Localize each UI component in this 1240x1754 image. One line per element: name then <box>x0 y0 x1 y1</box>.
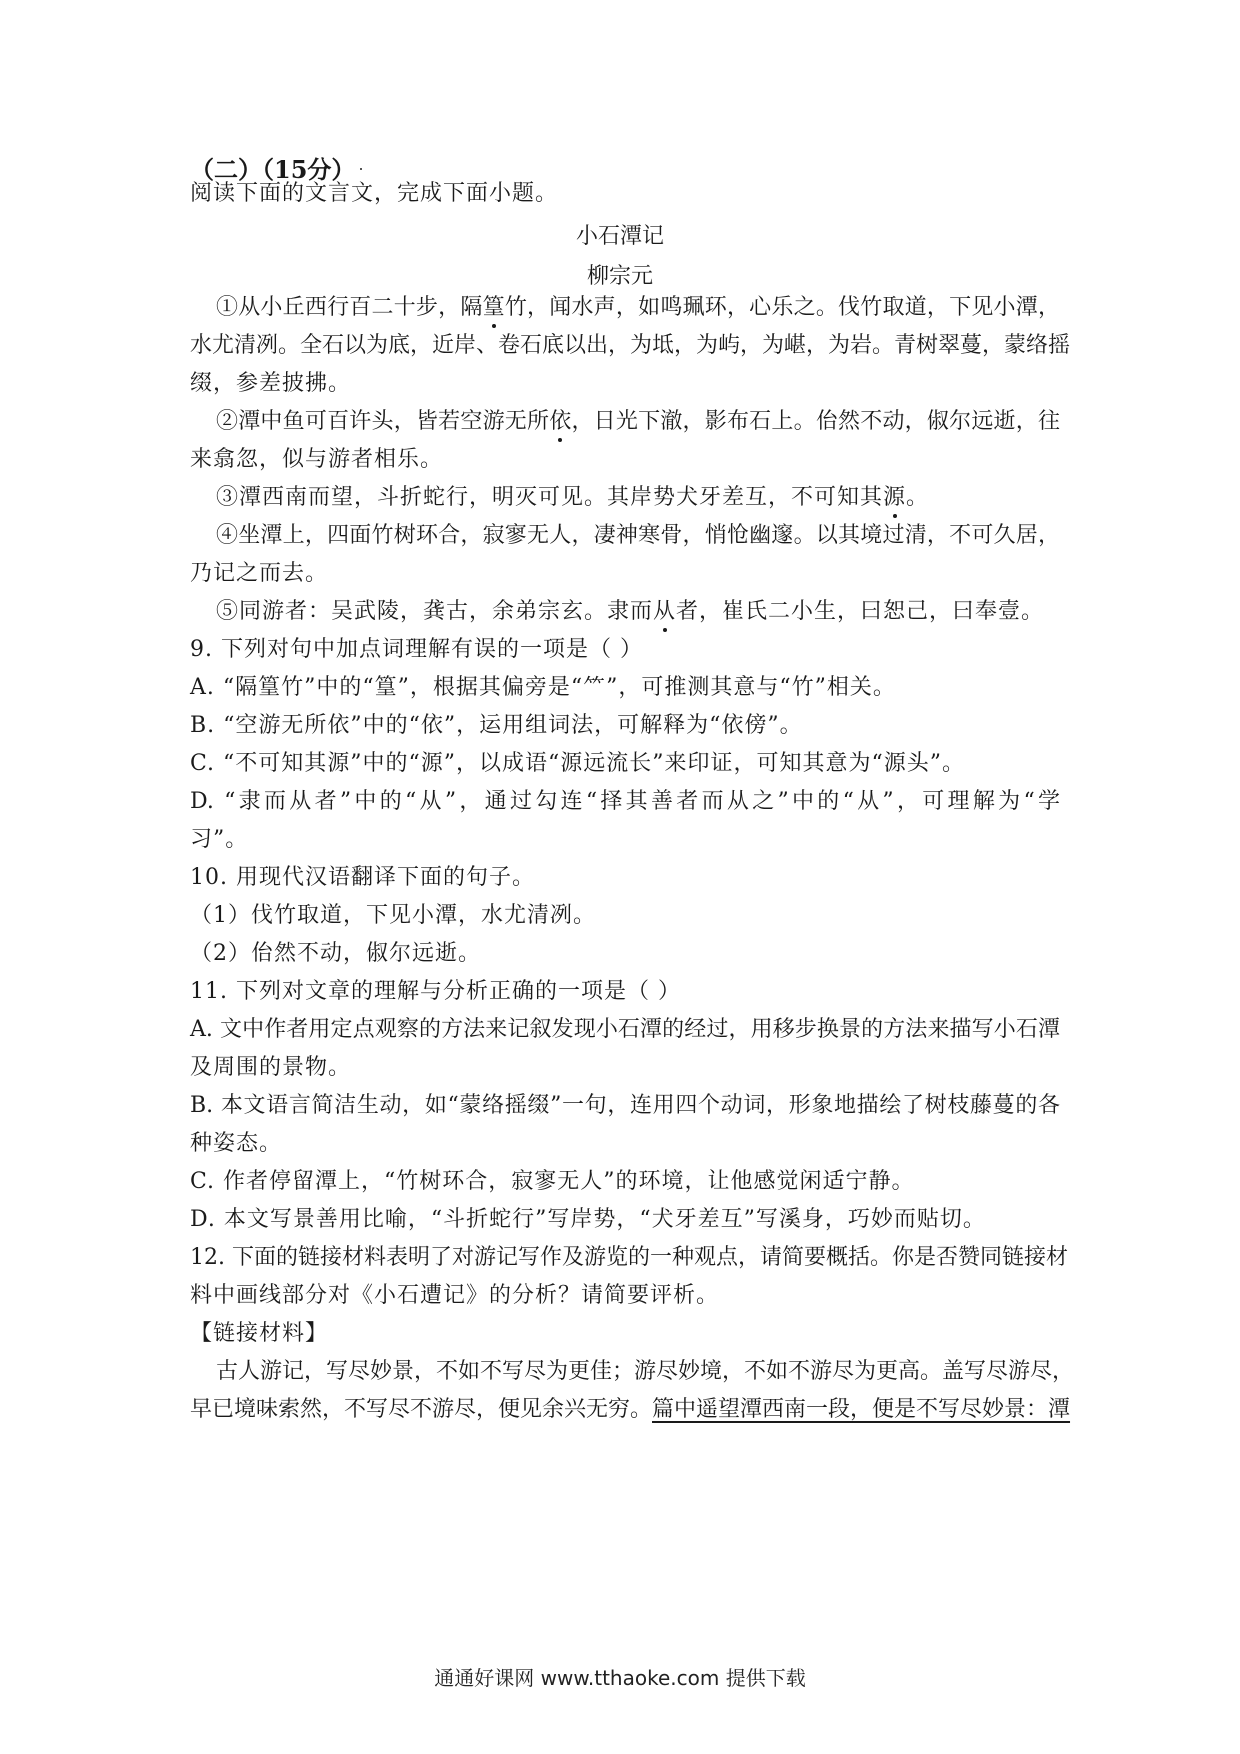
q11-option-b-line1: B. 本文语言简洁生动，如“蒙络摇缀”一句，连用四个动词，形象地描绘了树枝藤蔓的各 <box>190 1093 1060 1118</box>
q9-option-c: C. “不可知其源”中的“源”，以成语“源远流长”来印证，可知其意为“源头”。 <box>190 751 966 776</box>
q10-sentence-1: （1）伐竹取道，下见小潭，水尤清冽。 <box>190 903 596 928</box>
section-title: （二）（15分） <box>190 155 356 184</box>
passage-p2-line2: 来翕忽，似与游者相乐。 <box>190 447 444 472</box>
q10-sentence-2: （2）佁然不动，俶尔远逝。 <box>190 941 481 966</box>
passage-p1-line1: ①从小丘西行百二十步，隔篁竹，闻水声，如鸣珮环，心乐之。伐竹取道，下见小潭， <box>216 295 1060 320</box>
q11-option-a-line2: 及周围的景物。 <box>190 1055 352 1080</box>
passage-p5-line1: ⑤同游者：吴武陵，龚古，余弟宗玄。隶而从者，崔氏二小生，曰恕己，曰奉壹。 <box>216 599 1045 624</box>
q12-stem-line2: 料中画线部分对《小石遭记》的分析？请简要评析。 <box>190 1283 720 1308</box>
q11-option-d: D. 本文写景善用比喻，“斗折蛇行”写岸势，“犬牙差互”写溪身，巧妙而贴切。 <box>190 1207 986 1232</box>
q9-option-a: A. “隔篁竹”中的“篁”，根据其偏旁是“⺮”，可推测其意与“竹”相关。 <box>190 675 896 700</box>
scan-speck <box>360 168 362 170</box>
q11-stem: 11. 下列对文章的理解与分析正确的一项是（ ） <box>190 979 681 1004</box>
material-line2: 早已境味索然，不写尽不游尽，便见余兴无穷。篇中遥望潭西南一段，便是不写尽妙景：潭 <box>190 1397 1071 1422</box>
q10-stem: 10. 用现代汉语翻译下面的句子。 <box>190 865 535 890</box>
underlined-text: 篇中遥望潭西南一段，便是不写尽妙景：潭 <box>652 1397 1071 1422</box>
q9-option-d-line1: D. “隶而从者”中的“从”，通过勾连“择其善者而从之”中的“从”，可理解为“学 <box>190 789 1060 814</box>
dotted-word: 篁 <box>482 295 505 320</box>
passage-p4-line1: ④坐潭上，四面竹树环合，寂寥无人，凄神寒骨，悄怆幽邃。以其境过清，不可久居， <box>216 523 1060 548</box>
dotted-word: 源 <box>883 485 907 510</box>
q11-option-b-line2: 种姿态。 <box>190 1131 283 1156</box>
passage-p4-line2: 乃记之而去。 <box>190 561 329 586</box>
material-line1: 古人游记，写尽妙景，不如不写尽为更佳；游尽妙境，不如不游尽为更高。盖写尽游尽， <box>216 1359 1075 1384</box>
q9-option-b: B. “空游无所依”中的“依”，运用组词法，可解释为“依傍”。 <box>190 713 803 738</box>
q11-option-c: C. 作者停留潭上，“竹树环合，寂寥无人”的环境，让他感觉闲适宁静。 <box>190 1169 915 1194</box>
q9-option-d-line2: 习”。 <box>190 827 249 852</box>
q9-stem: 9. 下列对句中加点词理解有误的一项是（ ） <box>190 637 643 662</box>
instruction: 阅读下面的文言文，完成下面小题。 <box>190 181 559 206</box>
passage-title: 小石潭记 <box>575 224 664 249</box>
passage-p1-line3: 缀，参差披拂。 <box>190 371 352 396</box>
material-label: 【链接材料】 <box>190 1321 329 1346</box>
q11-option-a-line1: A. 文中作者用定点观察的方法来记叙发现小石潭的经过，用移步换景的方法来描写小石潭 <box>190 1017 1060 1042</box>
passage-p1-line2: 水尤清冽。全石以为底，近岸、卷石底以出，为坻，为屿，为嵁，为岩。青树翠蔓，蒙络摇 <box>190 333 1071 358</box>
page-footer: 通通好课网 www.tthaoke.com 提供下载 <box>434 1666 806 1690</box>
q12-stem-line1: 12. 下面的链接材料表明了对游记写作及游览的一种观点，请简要概括。你是否赞同链接材 <box>190 1245 1068 1270</box>
dotted-word: 依 <box>549 409 572 434</box>
passage-author: 柳宗元 <box>586 264 653 289</box>
passage-p2-line1: ②潭中鱼可百许头，皆若空游无所依，日光下澈，影布石上。佁然不动，俶尔远逝，往 <box>216 409 1060 434</box>
passage-p3-line1: ③潭西南而望，斗折蛇行，明灭可见。其岸势犬牙差互，不可知其源。 <box>216 485 930 510</box>
dotted-word: 从 <box>653 599 677 624</box>
